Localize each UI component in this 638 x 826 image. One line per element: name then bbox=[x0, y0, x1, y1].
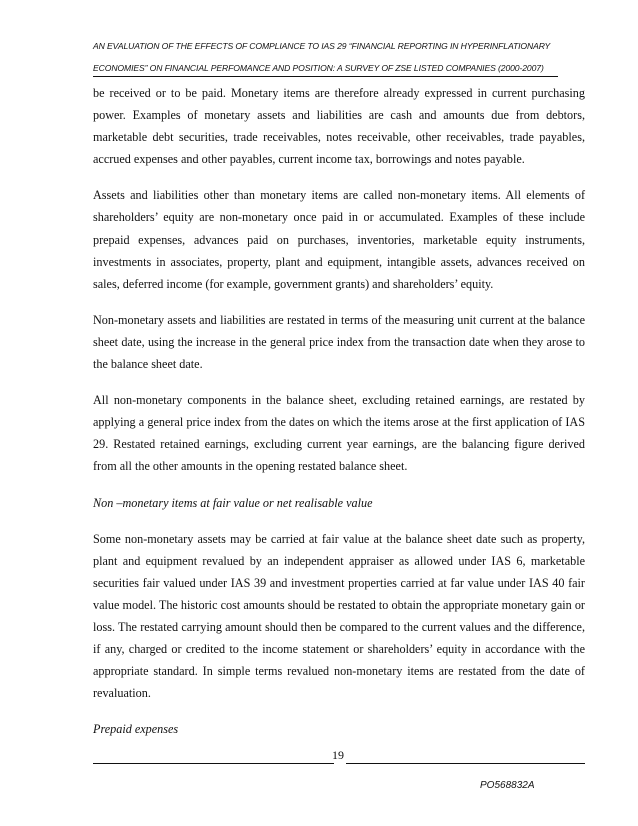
header-line-2: ECONOMIES” ON FINANCIAL PERFOMANCE AND POSITION: A SURVEY OF ZSE LISTED COMPANIES (2000-2007) bbox=[93, 60, 558, 77]
running-header bbox=[93, 36, 585, 79]
subheading-prepaid-expenses: Prepaid expenses bbox=[93, 722, 179, 737]
paragraph-monetary-items: be received or to be paid. Monetary items are therefore already expressed in current purchasing power. Examples of monetary assets and liabilities are cash and amounts due from debtors, marketable debt securities, trade receivables, notes receivable, other receivables, trade payables, accrued expenses and other payables, current income tax, borrowings and notes payable. bbox=[93, 86, 585, 167]
paragraph-balance-sheet-components: All non-monetary components in the balance sheet, excluding retained earnings, are restated by applying a general price index from the dates on which the items arose at the first application of IAS 29. Restated retained earnings, excluding current year earnings, are the balancing figure derived from all the other amounts in the opening restated balance sheet. bbox=[93, 393, 585, 474]
body-text bbox=[93, 82, 585, 754]
document-id: PO568832A bbox=[480, 780, 535, 791]
page-number: 19 bbox=[332, 748, 344, 762]
header-line-1: AN EVALUATION OF THE EFFECTS OF COMPLIANCE TO IAS 29 “FINANCIAL REPORTING IN HYPERINFLATIONARY bbox=[93, 41, 551, 51]
paragraph-restatement: Non-monetary assets and liabilities are restated in terms of the measuring unit current at the balance sheet date, using the increase in the general price index from the transaction date when they arose to the balance sheet date. bbox=[93, 312, 585, 372]
paragraph-fair-value: Some non-monetary assets may be carried at fair value at the balance sheet date such as property, plant and equipment revalued by an independent appraiser as allowed under IAS 6, marketable securities fair valued under IAS 39 and investment properties carried at far value under IAS 40 fair value model. The historic cost amounts should be restated to obtain the appropriate monetary gain or loss. The restated carrying amount should then be compared to the current values and the difference, if any, charged or credited to the income statement or shareholders’ equity in accordance with the appropriate standard. In simple terms revalued non-monetary items are restated from the date of revaluation. bbox=[93, 531, 585, 701]
subheading-fair-value: Non –monetary items at fair value or net realisable value bbox=[93, 495, 373, 510]
paragraph-non-monetary-items: Assets and liabilities other than monetary items are called non-monetary items. All elements of shareholders’ equity are non-monetary once paid in or accumulated. Examples of these include prepaid expenses, advances paid on purchases, inventories, marketable equity instruments, investments in associates, property, plant and equipment, intangible assets, advances received on sales, deferred income (for example, government grants) and shareholders’ equity. bbox=[93, 188, 585, 291]
footer-rule-right bbox=[346, 763, 585, 764]
footer-rule-left bbox=[93, 763, 334, 764]
